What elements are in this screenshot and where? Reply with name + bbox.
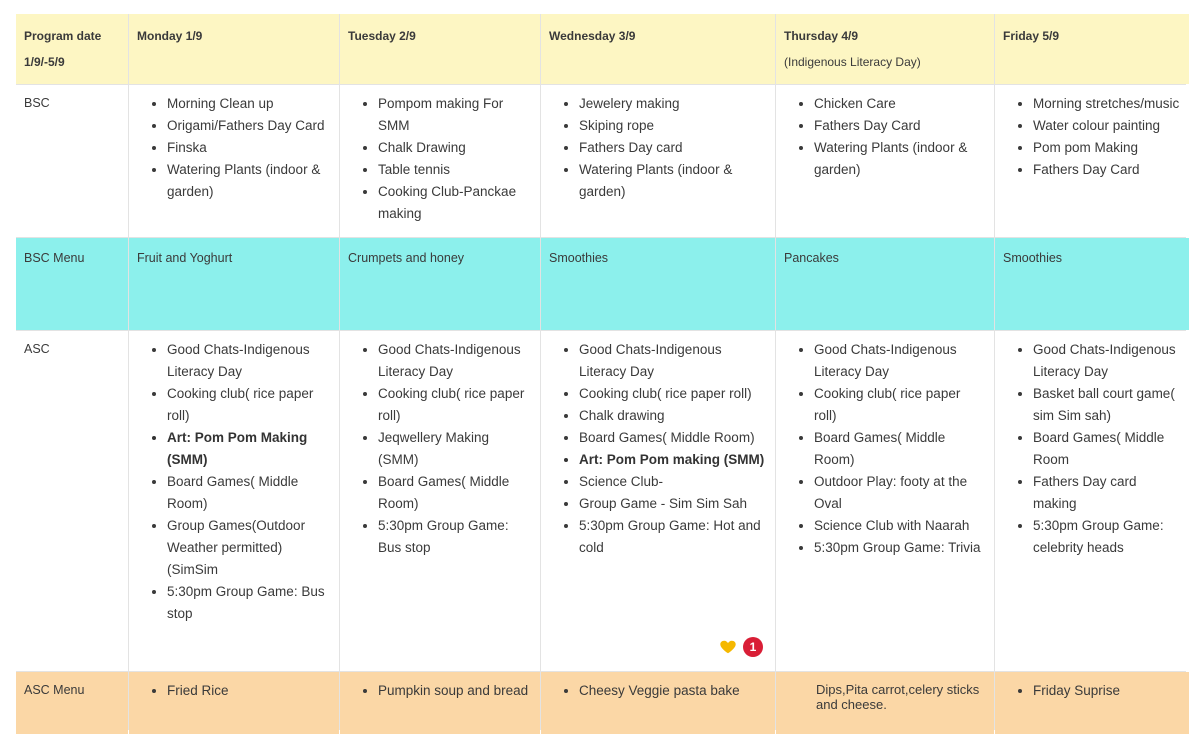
day-note: (Indigenous Literacy Day) bbox=[784, 55, 921, 69]
comment-reactions[interactable] bbox=[719, 637, 763, 657]
activity-list bbox=[348, 93, 532, 225]
activity-list bbox=[348, 339, 532, 559]
list-item: • Cooking club( rice paper roll) bbox=[378, 383, 532, 427]
list-item: • Origami/Fathers Day Card bbox=[167, 115, 331, 137]
list-item: • Cooking club( rice paper roll) bbox=[814, 383, 986, 427]
list-item: • Good Chats-Indigenous Literacy Day bbox=[1033, 339, 1181, 383]
list-item: • Group Game - Sim Sim Sah bbox=[579, 493, 767, 515]
list-item: • Jeqwellery Making (SMM) bbox=[378, 427, 532, 471]
list-item: • Board Games( Middle Room) bbox=[814, 427, 986, 471]
asc-menu-monday bbox=[129, 672, 339, 734]
list-item: • Pompom making For SMM bbox=[378, 93, 532, 137]
day-header-monday bbox=[129, 14, 339, 84]
day-label: Thursday 4/9 bbox=[784, 29, 859, 43]
list-item: • Cooking Club-Panckae making bbox=[378, 181, 532, 225]
list-item: • 5:30pm Group Game: Trivia bbox=[814, 537, 986, 559]
list-item: • Group Games(Outdoor Weather permitted) (SimSim bbox=[167, 515, 331, 581]
list-item: • Board Games( Middle Room) bbox=[378, 471, 532, 515]
day-label: Tuesday 2/9 bbox=[348, 29, 416, 43]
list-item: • Fathers Day Card bbox=[814, 115, 986, 137]
list-item: • 5:30pm Group Game: Bus stop bbox=[378, 515, 532, 559]
reaction-count-badge[interactable]: 1 bbox=[743, 637, 763, 657]
row-label-bsc-menu: BSC Menu bbox=[16, 238, 128, 330]
program-date-range: 1/9/-5/9 bbox=[24, 55, 65, 69]
list-item: • Cooking club( rice paper roll) bbox=[579, 383, 767, 405]
list-item: • Chalk Drawing bbox=[378, 137, 532, 159]
list-item: • Watering Plants (indoor & garden) bbox=[579, 159, 767, 203]
bsc-cell-thursday bbox=[776, 85, 994, 237]
day-header-friday bbox=[995, 14, 1189, 84]
list-item: • Science Club- bbox=[579, 471, 767, 493]
list-item: • Board Games( Middle Room bbox=[1033, 427, 1181, 471]
list-item: • Friday Suprise bbox=[1033, 680, 1181, 702]
activity-list bbox=[784, 339, 986, 559]
day-label: Wednesday 3/9 bbox=[549, 29, 636, 43]
bsc-menu-tuesday: Crumpets and honey bbox=[340, 238, 540, 330]
bsc-menu-monday: Fruit and Yoghurt bbox=[129, 238, 339, 330]
list-item: • Outdoor Play: footy at the Oval bbox=[814, 471, 986, 515]
list-item: • Cooking club( rice paper roll) bbox=[167, 383, 331, 427]
list-item: • Pumpkin soup and bread bbox=[378, 680, 532, 702]
activity-list bbox=[784, 93, 986, 181]
asc-menu-tuesday bbox=[340, 672, 540, 734]
list-item: • Science Club with Naarah bbox=[814, 515, 986, 537]
list-item: • Chicken Care bbox=[814, 93, 986, 115]
list-item: • Fried Rice bbox=[167, 680, 331, 702]
menu-text: Dips,Pita carrot,celery sticks and cheese. bbox=[816, 682, 980, 712]
list-item: • Morning stretches/music bbox=[1033, 93, 1181, 115]
list-item: • Chalk drawing bbox=[579, 405, 767, 427]
asc-cell-tuesday bbox=[340, 331, 540, 671]
day-header-thursday bbox=[776, 14, 994, 84]
list-item: • Skiping rope bbox=[579, 115, 767, 137]
list-item: • Morning Clean up bbox=[167, 93, 331, 115]
row-label-bsc: BSC bbox=[16, 85, 128, 237]
list-item: • Watering Plants (indoor & garden) bbox=[814, 137, 986, 181]
day-label: Friday 5/9 bbox=[1003, 29, 1060, 43]
bsc-cell-tuesday bbox=[340, 85, 540, 237]
list-item: • Good Chats-Indigenous Literacy Day bbox=[579, 339, 767, 383]
asc-cell-thursday bbox=[776, 331, 994, 671]
list-item: • Good Chats-Indigenous Literacy Day bbox=[814, 339, 986, 383]
list-item: • Board Games( Middle Room) bbox=[167, 471, 331, 515]
bsc-menu-friday: Smoothies bbox=[995, 238, 1189, 330]
list-item: • Watering Plants (indoor & garden) bbox=[167, 159, 331, 203]
bsc-menu-thursday: Pancakes bbox=[776, 238, 994, 330]
row-label-asc: ASC bbox=[16, 331, 128, 671]
list-item: • 5:30pm Group Game: Bus stop bbox=[167, 581, 331, 625]
list-item: • Cheesy Veggie pasta bake bbox=[579, 680, 767, 702]
menu-list bbox=[348, 680, 532, 702]
asc-cell-monday bbox=[129, 331, 339, 671]
activity-list bbox=[549, 339, 767, 559]
activity-list bbox=[137, 339, 331, 625]
list-item: • Good Chats-Indigenous Literacy Day bbox=[167, 339, 331, 383]
list-item: • Fathers Day card making bbox=[1033, 471, 1181, 515]
asc-menu-thursday bbox=[776, 672, 994, 734]
list-item: • Pom pom Making bbox=[1033, 137, 1181, 159]
list-item: • Board Games( Middle Room) bbox=[579, 427, 767, 449]
bsc-cell-wednesday bbox=[541, 85, 775, 237]
asc-menu-friday bbox=[995, 672, 1189, 734]
list-item: • Art: Pom Pom Making (SMM) bbox=[167, 427, 331, 471]
activity-list bbox=[1003, 93, 1181, 181]
bsc-cell-monday bbox=[129, 85, 339, 237]
asc-menu-wednesday bbox=[541, 672, 775, 734]
list-item: • 5:30pm Group Game: Hot and cold bbox=[579, 515, 767, 559]
menu-list bbox=[137, 680, 331, 702]
list-item: • Fathers Day Card bbox=[1033, 159, 1181, 181]
bsc-cell-friday bbox=[995, 85, 1189, 237]
program-table bbox=[16, 14, 1186, 730]
day-label: Monday 1/9 bbox=[137, 29, 203, 43]
row-label-asc-menu: ASC Menu bbox=[16, 672, 128, 734]
day-header-tuesday bbox=[340, 14, 540, 84]
program-date-header bbox=[16, 14, 128, 84]
menu-list bbox=[1003, 680, 1181, 702]
bsc-menu-wednesday: Smoothies bbox=[541, 238, 775, 330]
list-item: • Finska bbox=[167, 137, 331, 159]
asc-cell-wednesday bbox=[541, 331, 775, 671]
list-item: • Basket ball court game( sim Sim sah) bbox=[1033, 383, 1181, 427]
program-date-label: Program date bbox=[24, 29, 102, 43]
yellow-heart-icon bbox=[719, 640, 737, 654]
list-item: • Fathers Day card bbox=[579, 137, 767, 159]
menu-list bbox=[549, 680, 767, 702]
activity-list bbox=[549, 93, 767, 203]
list-item: • Water colour painting bbox=[1033, 115, 1181, 137]
asc-cell-friday bbox=[995, 331, 1189, 671]
list-item: • Jewelery making bbox=[579, 93, 767, 115]
list-item: • Art: Pom Pom making (SMM) bbox=[579, 449, 767, 471]
list-item: • Table tennis bbox=[378, 159, 532, 181]
activity-list bbox=[1003, 339, 1181, 559]
list-item: • Good Chats-Indigenous Literacy Day bbox=[378, 339, 532, 383]
day-header-wednesday bbox=[541, 14, 775, 84]
activity-list bbox=[137, 93, 331, 203]
list-item: • 5:30pm Group Game: celebrity heads bbox=[1033, 515, 1181, 559]
